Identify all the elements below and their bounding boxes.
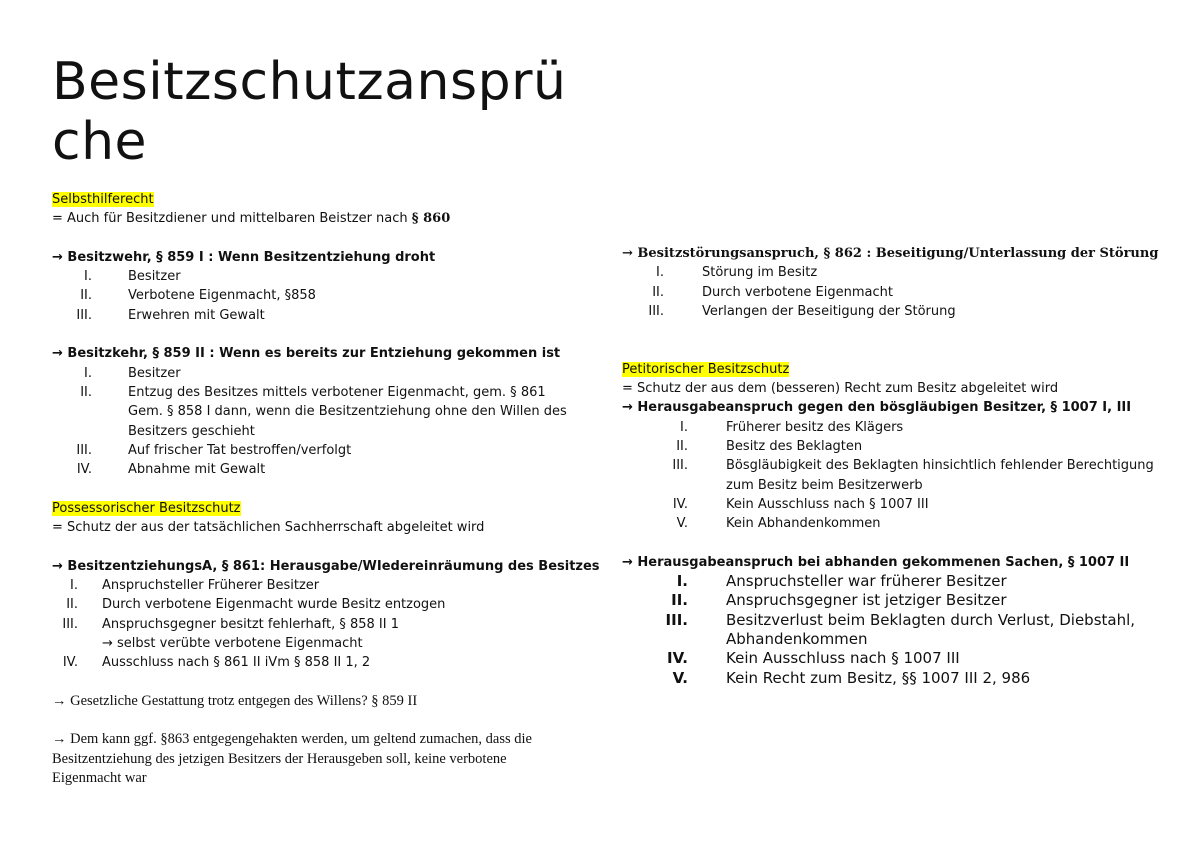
list-item bbox=[52, 422, 592, 441]
list-item-text: Besitzer bbox=[128, 365, 181, 381]
list-item-text: Abhandenkommen bbox=[726, 629, 868, 648]
note-gestattung: → Gesetzliche Gestattung trotz entgegen des Willens? § 859 II bbox=[52, 692, 418, 709]
besitzentziehung-list bbox=[52, 576, 592, 672]
list-item-text: Gem. § 858 I dann, wenn die Besitzentziehung ohne den Willen des bbox=[128, 404, 567, 420]
list-item bbox=[622, 283, 1162, 302]
list-item-number: I. bbox=[656, 265, 664, 281]
list-item-text: Kein Recht zum Besitz, §§ 1007 III 2, 986 bbox=[726, 668, 1031, 687]
right-column bbox=[622, 244, 1162, 688]
list-item-number: III. bbox=[648, 303, 664, 319]
list-item bbox=[622, 514, 1162, 533]
list-item bbox=[622, 572, 1162, 591]
list-item-text: Verlangen der Beseitigung der Störung bbox=[702, 303, 956, 319]
list-item-text: Besitzverlust beim Beklagten durch Verlust, Diebstahl, bbox=[726, 610, 1136, 629]
list-item-number: IV. bbox=[62, 655, 78, 671]
list-item-number: II. bbox=[652, 284, 664, 300]
list-item bbox=[622, 263, 1162, 282]
list-item-text: Verbotene Eigenmacht, §858 bbox=[128, 288, 316, 304]
list-item bbox=[622, 669, 1162, 688]
list-item-number: V. bbox=[676, 516, 688, 532]
list-item bbox=[622, 630, 1162, 649]
list-item-text: Früherer besitz des Klägers bbox=[726, 419, 904, 435]
list-item-text: Anspruchsteller Früherer Besitzer bbox=[102, 577, 320, 593]
list-item-number: III. bbox=[665, 610, 688, 629]
left-column bbox=[52, 190, 600, 788]
list-item bbox=[622, 649, 1162, 668]
list-item-text: Abnahme mit Gewalt bbox=[128, 462, 266, 478]
herausgabe-abhanden-heading: → Herausgabeanspruch bei abhanden gekommenen Sachen, § 1007 II bbox=[622, 554, 1130, 570]
list-item bbox=[622, 456, 1162, 475]
list-item bbox=[622, 437, 1162, 456]
list-item-number bbox=[52, 634, 102, 653]
list-item-number: IV. bbox=[667, 649, 688, 668]
list-item bbox=[622, 611, 1162, 630]
list-item-text: Durch verbotene Eigenmacht bbox=[702, 284, 893, 300]
list-item bbox=[622, 302, 1162, 321]
list-item bbox=[52, 306, 592, 325]
list-item-number: II. bbox=[676, 438, 688, 454]
list-item-number: I. bbox=[70, 577, 78, 593]
list-item-number bbox=[622, 476, 726, 495]
list-item-number: I. bbox=[84, 269, 92, 285]
herausgabe-boesglaeubig-heading: → Herausgabeanspruch gegen den bösgläubigen Besitzer, § 1007 I, III bbox=[622, 400, 1132, 416]
list-item bbox=[622, 476, 1162, 495]
list-item bbox=[52, 286, 592, 305]
list-item-number: V. bbox=[672, 668, 688, 687]
list-item-number: I. bbox=[676, 572, 688, 591]
list-item-number bbox=[52, 422, 128, 441]
herausgabe-boesglaeubig-list bbox=[622, 418, 1162, 534]
besitzstoerung-list bbox=[622, 263, 1162, 321]
list-item-text: Kein Ausschluss nach § 1007 III bbox=[726, 649, 960, 668]
document-title: Besitzschutzansprü che bbox=[52, 52, 567, 172]
heading-petitorischer-besitzschutz: Petitorischer Besitzschutz bbox=[622, 361, 790, 377]
petitorisch-description: = Schutz der aus dem (besseren) Recht zum Besitz abgeleitet wird bbox=[622, 381, 1059, 397]
heading-possessorischer-besitzschutz: Possessorischer Besitzschutz bbox=[52, 500, 241, 516]
besitzwehr-list bbox=[52, 267, 592, 325]
besitzkehr-heading: → Besitzkehr, § 859 II : Wenn es bereits zur Entziehung gekommen ist bbox=[52, 346, 561, 362]
list-item-number: III. bbox=[76, 307, 92, 323]
list-item bbox=[52, 267, 592, 286]
list-item bbox=[52, 402, 592, 421]
list-item-number: II. bbox=[80, 288, 92, 304]
besitzstoerung-heading: → Besitzstörungsanspruch, § 862 : Beseitigung/Unterlassung der Störung bbox=[622, 246, 1159, 261]
list-item-number: II. bbox=[671, 591, 688, 610]
list-item-text: Kein Abhandenkommen bbox=[726, 516, 881, 532]
list-item-number: II. bbox=[80, 384, 92, 400]
list-item bbox=[52, 653, 592, 672]
list-item-text: Besitzer bbox=[128, 269, 181, 285]
heading-selbsthilferecht: Selbsthilferecht bbox=[52, 192, 154, 207]
selbsthilfe-description: = Auch für Besitzdiener und mittelbaren Beistzer nach § 860 bbox=[52, 211, 451, 227]
list-item-number: IV. bbox=[76, 462, 92, 478]
besitzentziehung-heading: → BesitzentziehungsA, § 861: Herausgabe/WIedereinräumung des Besitzes bbox=[52, 558, 600, 574]
besitzwehr-heading: → Besitzwehr, § 859 I : Wenn Besitzentziehung droht bbox=[52, 249, 436, 265]
list-item-text: Anspruchsgegner ist jetziger Besitzer bbox=[726, 591, 1007, 610]
list-item-text: → selbst verübte verbotene Eigenmacht bbox=[102, 635, 363, 651]
besitzkehr-list bbox=[52, 364, 592, 480]
list-item-text: zum Besitz beim Besitzerwerb bbox=[726, 477, 923, 493]
list-item-number bbox=[622, 630, 726, 649]
list-item-number: III. bbox=[62, 616, 78, 632]
list-item-text: Auf frischer Tat bestroffen/verfolgt bbox=[128, 442, 352, 458]
list-item bbox=[52, 634, 592, 653]
list-item-text: Kein Ausschluss nach § 1007 III bbox=[726, 496, 929, 512]
list-item-text: Erwehren mit Gewalt bbox=[128, 307, 265, 323]
possessorisch-description: = Schutz der aus der tatsächlichen Sachherrschaft abgeleitet wird bbox=[52, 520, 485, 536]
list-item-number: III. bbox=[76, 442, 92, 458]
list-item-text: Anspruchsgegner besitzt fehlerhaft, § 858 II 1 bbox=[102, 616, 400, 632]
list-item bbox=[52, 576, 592, 595]
list-item-text: Ausschluss nach § 861 II iVm § 858 II 1, 2 bbox=[102, 655, 371, 671]
note-863: → Dem kann ggf. §863 entgegengehakten werden, um geltend zumachen, dass die Besitzentziehung des jetzigen Besitzers der Herausgeben soll, keine verbotene Eigenmacht war bbox=[52, 731, 532, 786]
list-item-text: Entzug des Besitzes mittels verbotener Eigenmacht, gem. § 861 bbox=[128, 384, 546, 400]
list-item bbox=[52, 364, 592, 383]
herausgabe-abhanden-list bbox=[622, 572, 1162, 688]
list-item-number: III. bbox=[672, 458, 688, 474]
list-item-text: Bösgläubigkeit des Beklagten hinsichtlich fehlender Berechtigung bbox=[726, 458, 1154, 474]
list-item-text: Durch verbotene Eigenmacht wurde Besitz entzogen bbox=[102, 597, 446, 613]
list-item bbox=[622, 591, 1162, 610]
list-item bbox=[52, 595, 592, 614]
list-item bbox=[52, 460, 592, 479]
list-item-text: Besitzers geschieht bbox=[128, 423, 255, 439]
list-item bbox=[52, 441, 592, 460]
list-item bbox=[52, 615, 592, 634]
list-item-number: I. bbox=[680, 419, 688, 435]
list-item-text: Störung im Besitz bbox=[702, 265, 818, 281]
list-item bbox=[622, 495, 1162, 514]
list-item bbox=[52, 383, 592, 402]
list-item-number: I. bbox=[84, 365, 92, 381]
list-item-text: Anspruchsteller war früherer Besitzer bbox=[726, 572, 1007, 591]
list-item bbox=[622, 418, 1162, 437]
list-item-number bbox=[52, 402, 128, 421]
list-item-number: IV. bbox=[672, 496, 688, 512]
list-item-number: II. bbox=[66, 597, 78, 613]
list-item-text: Besitz des Beklagten bbox=[726, 438, 863, 454]
